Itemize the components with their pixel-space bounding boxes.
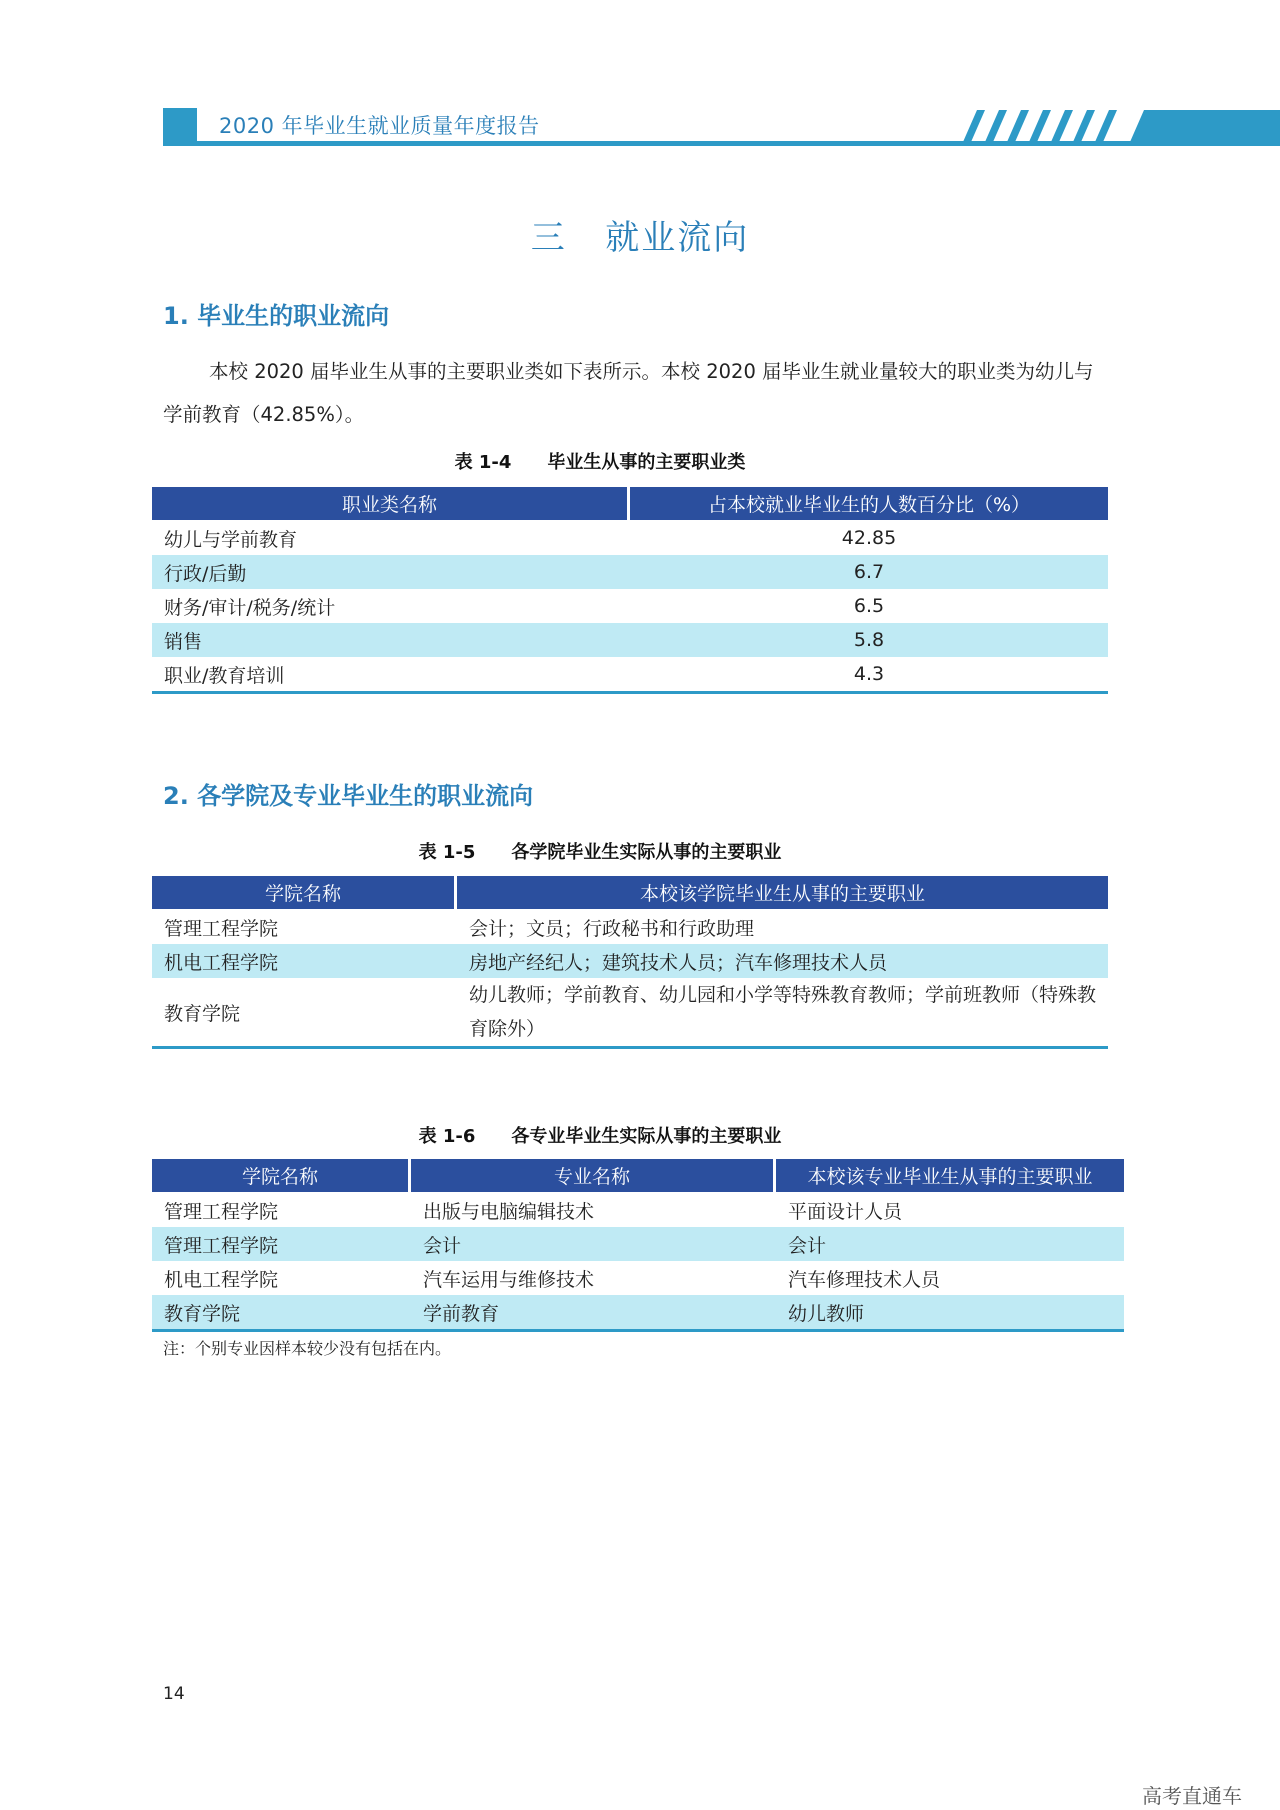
table-cell: 会计 — [411, 1227, 776, 1261]
table-cell: 出版与电脑编辑技术 — [423, 1200, 595, 1223]
section-heading-1: 1. 毕业生的职业流向 — [163, 302, 390, 330]
table-cell: 4.3 — [630, 657, 1108, 694]
table-cell: 汽车运用与维修技术 — [423, 1268, 595, 1291]
page-header — [163, 108, 1280, 146]
table-cell: 会计 — [776, 1227, 1124, 1261]
table-row — [152, 978, 1108, 1049]
table-cell: 销售 — [152, 623, 630, 657]
page-number: 14 — [163, 1684, 185, 1704]
major-occupation-table — [152, 1159, 1124, 1332]
column-header: 学院名称 — [152, 1159, 411, 1193]
table-cell: 财务/审计/税务/统计 — [164, 596, 336, 619]
table-cell: 房地产经纪人；建筑技术人员；汽车修理技术人员 — [457, 944, 1108, 978]
table-cell: 42.85 — [841, 527, 897, 549]
table-row — [152, 521, 1108, 555]
table-cell: 学前教育 — [411, 1295, 776, 1332]
watermark: 高考直通车 — [1142, 1784, 1242, 1808]
table-row — [152, 910, 1108, 944]
table-cell: 教育学院 — [152, 1295, 411, 1332]
table-cell: 幼儿教师 — [776, 1295, 1124, 1332]
table-cell: 汽车修理技术人员 — [788, 1268, 941, 1291]
table-title: 毕业生从事的主要职业类 — [547, 452, 746, 473]
column-header: 职业类名称 — [152, 487, 630, 521]
table-cell: 6.7 — [630, 555, 1108, 589]
intro-paragraph: 本校 2020 届毕业生从事的主要职业类如下表所示。本校 2020 届毕业生就业量较大的职业类为幼儿与学前教育（42.85%）。 — [163, 360, 1094, 426]
table-caption-1-5 — [0, 838, 1200, 864]
header-rule — [197, 141, 1280, 146]
table-label: 表 1-5 — [418, 842, 476, 863]
table-title: 各学院毕业生实际从事的主要职业 — [511, 842, 782, 863]
header-bar — [1130, 110, 1280, 142]
table-row — [152, 623, 1108, 657]
table-row — [152, 944, 1108, 978]
table-label: 表 1-6 — [418, 1126, 476, 1147]
table-cell: 幼儿与学前教育 — [164, 528, 298, 551]
table-caption-1-6 — [0, 1122, 1200, 1148]
table-cell: 机电工程学院 — [164, 1268, 279, 1291]
table-cell: 平面设计人员 — [788, 1200, 903, 1223]
table-caption-1-4 — [0, 448, 1200, 474]
table-cell: 6.5 — [853, 595, 885, 617]
table-cell: 职业/教育培训 — [152, 657, 630, 694]
column-header: 占本校就业毕业生的人数百分比（%） — [630, 487, 1108, 521]
table-note: 注：个别专业因样本较少没有包括在内。 — [163, 1339, 452, 1358]
table-row — [152, 555, 1108, 589]
table-cell: 管理工程学院 — [164, 1200, 279, 1223]
table-row — [152, 1227, 1124, 1261]
table-row — [152, 589, 1108, 623]
column-header: 学院名称 — [152, 876, 457, 910]
table-row — [152, 1193, 1124, 1227]
column-header: 本校该学院毕业生从事的主要职业 — [457, 876, 1108, 910]
table-cell: 机电工程学院 — [152, 944, 457, 978]
header-accent-block — [163, 108, 197, 146]
table-cell: 幼儿教师；学前教育、幼儿园和小学等特殊教育教师；学前班教师（特殊教育除外） — [457, 978, 1108, 1049]
column-header: 专业名称 — [411, 1159, 776, 1193]
section-heading-2: 2. 各学院及专业毕业生的职业流向 — [163, 782, 534, 810]
table-cell: 管理工程学院 — [152, 1227, 411, 1261]
table-cell: 管理工程学院 — [164, 917, 279, 940]
occupation-table — [152, 487, 1108, 694]
table-cell: 行政/后勤 — [152, 555, 630, 589]
header-stripes — [963, 110, 1133, 142]
table-row — [152, 1295, 1124, 1332]
table-title: 各专业毕业生实际从事的主要职业 — [511, 1126, 782, 1147]
column-header: 本校该专业毕业生从事的主要职业 — [776, 1159, 1124, 1193]
table-cell: 教育学院 — [152, 978, 457, 1049]
table-cell: 会计；文员；行政秘书和行政助理 — [469, 917, 755, 940]
table-label: 表 1-4 — [454, 452, 512, 473]
table-row — [152, 1261, 1124, 1295]
college-occupation-table — [152, 876, 1108, 1049]
table-cell: 5.8 — [630, 623, 1108, 657]
chapter-title: 三 就业流向 — [530, 218, 750, 258]
report-title: 2020 年毕业生就业质量年度报告 — [219, 114, 540, 138]
table-row — [152, 657, 1108, 694]
